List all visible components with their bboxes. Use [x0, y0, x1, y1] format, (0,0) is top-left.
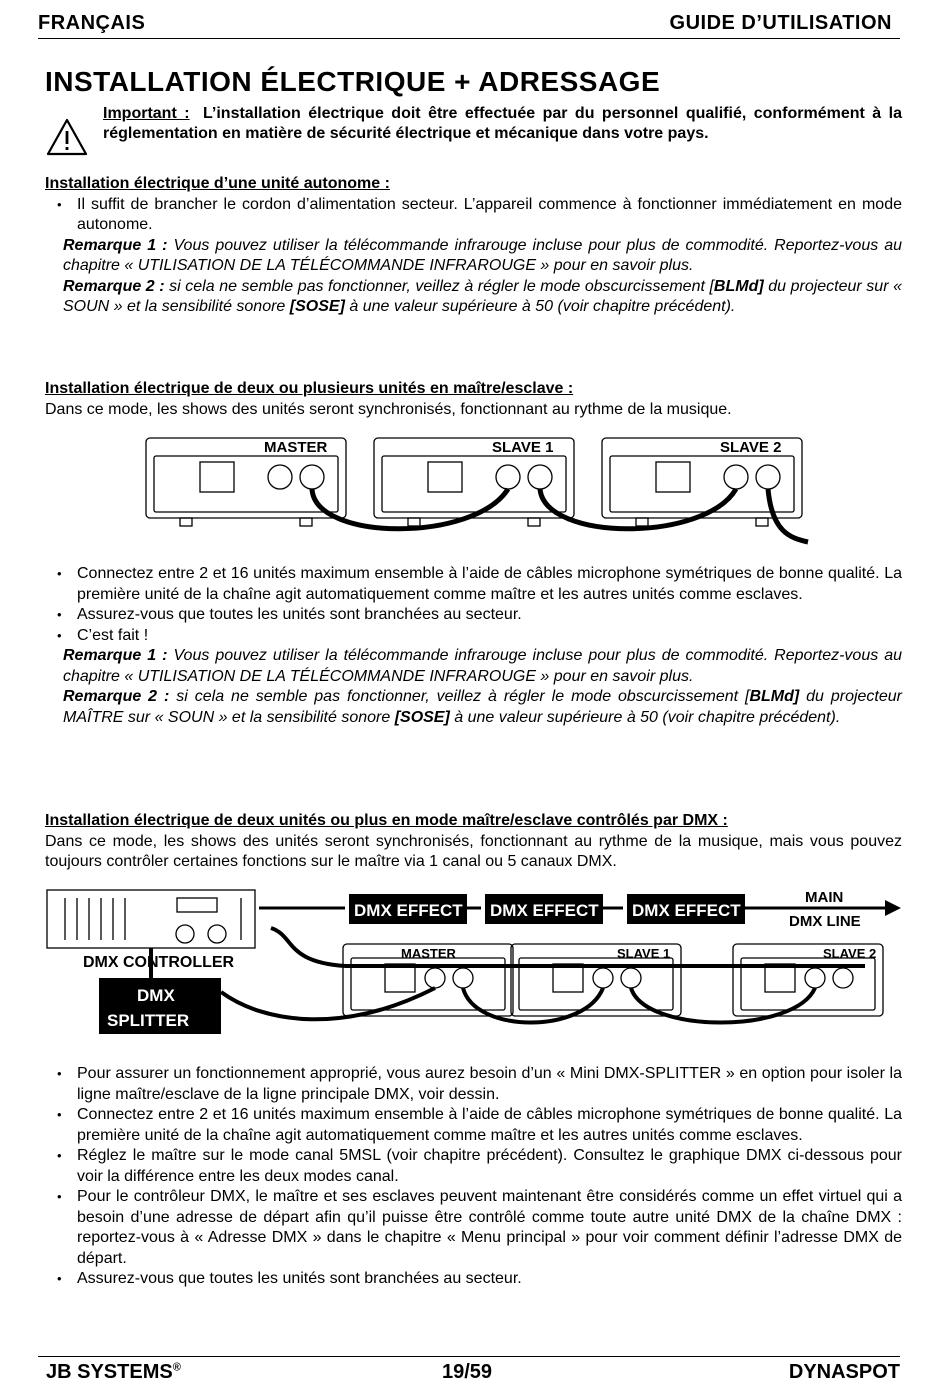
section2-intro: Dans ce mode, les shows des unités seront synchronisés, fonctionnant au rythme de la musique. — [45, 400, 732, 418]
remark-text: du projecteur MAÎTRE sur « SOUN » et la sensibilité sonore — [63, 688, 903, 726]
important-text: L’installation électrique doit être effectuée par du personnel qualifié, conformément à la réglementation en matière de sécurité électrique et mécanique dans votre pays. — [103, 105, 903, 142]
section1-remark2 — [45, 277, 902, 318]
dmx-effect-label: DMX EFFECT — [632, 901, 741, 920]
remark-code: BLMd] — [713, 277, 764, 295]
label-slave-1: SLAVE 1 — [492, 439, 554, 456]
section1-heading: Installation électrique d’une unité autonome : — [45, 175, 390, 192]
remark-code: [SOSE] — [289, 298, 345, 315]
xlr-cable — [221, 988, 435, 1019]
remark-text: Vous pouvez utiliser la télécommande infrarouge incluse pour plus de commodité. Reportez-vous au chapitre « UTILISATION DE LA TÉLÉCOMMANDE INFRAROUGE » pour en savoir plus. — [63, 647, 903, 685]
remark-text: si cela ne semble pas fonctionner, veillez à régler le mode obscurcissement [ — [169, 277, 714, 295]
dmx-effect-label: DMX EFFECT — [354, 901, 463, 920]
remark-label: Remarque 1 : — [63, 236, 168, 254]
remark-text: à une valeur supérieure à 50 (voir chapitre précédent). — [449, 708, 841, 726]
section3-body — [45, 1064, 902, 1290]
footer-product: DYNASPOT — [788, 1361, 900, 1383]
remark-text: du projecteur sur « SOUN » et la sensibilité sonore — [63, 277, 902, 315]
section2-remark1 — [45, 646, 902, 687]
remark-label: Remarque 2 : — [63, 277, 165, 295]
dmx-diagram — [45, 884, 905, 1040]
section-standalone — [45, 174, 902, 318]
label-slave-2: SLAVE 2 — [823, 946, 877, 961]
section2-bullet: • Assurez-vous que toutes les unités sont branchées au secteur. — [45, 605, 902, 626]
xlr-cable-1 — [312, 489, 508, 529]
label-slave-1: SLAVE 1 — [617, 946, 671, 961]
remark-text: Vous pouvez utiliser la télécommande infrarouge incluse pour plus de commodité. Reportez-vous au chapitre « UTILISATION DE LA TÉLÉCOMMANDE INFRAROUGE » pour en savoir plus. — [63, 236, 903, 274]
section3-bullet: • Assurez-vous que toutes les unités sont branchées au secteur. — [45, 1269, 902, 1290]
section2-body — [45, 564, 902, 728]
label-slave-2: SLAVE 2 — [720, 439, 782, 456]
page-number: 19/59 — [442, 1361, 493, 1383]
label-master: MASTER — [264, 439, 328, 456]
dmx-effect-label: DMX EFFECT — [490, 901, 599, 920]
xlr-cable — [463, 988, 603, 1023]
label-master: MASTER — [401, 946, 456, 961]
section3-bullet: • Réglez le maître sur le mode canal 5MSL (voir chapitre précédent). Consultez le graphique DMX ci-dessous pour voir la différence entre les deux modes canal. — [45, 1146, 902, 1187]
section2-heading: Installation électrique de deux ou plusieurs unités en maître/esclave : — [45, 380, 574, 397]
section3-bullet: • Pour assurer un fonctionnement approprié, vous aurez besoin d’un « Mini DMX-SPLITTER » en option pour isoler la ligne maître/esclave de la ligne principale DMX, voir dessin. — [45, 1064, 902, 1105]
footer-brand — [46, 1361, 181, 1384]
section2-remark2 — [45, 687, 902, 728]
section1-bullet: • Il suffit de brancher le cordon d’alimentation secteur. L’appareil commence à fonctionner immédiatement en mode autonome. — [45, 195, 902, 236]
remark-text: à une valeur supérieure à 50 (voir chapitre précédent). — [344, 298, 736, 315]
section2-bullet: • Connectez entre 2 et 16 unités maximum ensemble à l’aide de câbles microphone symétriques de bonne qualité. La première unité de la chaîne agit automatiquement comme maître et les autres unités comme esclaves. — [45, 564, 902, 605]
section3-bullet: • Pour le contrôleur DMX, le maître et ses esclaves peuvent maintenant être considérés comme un effet virtuel qui a besoin d’une adresse de départ afin qu’il puisse être contrôlé comme toute autre unité DMX de la chaîne DMX : reportez-vous à « Adresse DMX » dans le chapitre « Menu principal » pour voir comment définir l’adresse DMX de départ. — [45, 1187, 902, 1269]
section3-intro: Dans ce mode, les shows des unités seront synchronisés, fonctionnant au rythme de la musique, mais vous pouvez toujours contrôler certaines fonctions sur le maître via 1 canal ou 5 canaux DMX. — [45, 832, 902, 870]
section3-heading: Installation électrique de deux unités ou plus en mode maître/esclave contrôlés par DMX : — [45, 812, 728, 829]
warning-icon — [45, 117, 89, 157]
page-header — [38, 10, 900, 39]
splitter-label: SPLITTER — [107, 1011, 190, 1030]
dmx-controller-device — [47, 890, 255, 948]
important-label: Important : — [103, 105, 190, 122]
registered-mark: ® — [172, 1361, 181, 1374]
section-master-slave — [45, 379, 902, 420]
remark-text: si cela ne semble pas fonctionner, veillez à régler le mode obscurcissement [ — [176, 688, 750, 705]
section2-bullet: • C’est fait ! — [45, 626, 902, 647]
important-notice — [103, 104, 902, 144]
section1-remark1 — [45, 236, 902, 277]
header-language: FRANÇAIS — [38, 12, 146, 34]
dmx-splitter-box — [99, 978, 221, 1034]
page-footer — [38, 1356, 900, 1385]
page-title: INSTALLATION ÉLECTRIQUE + ADRESSAGE — [45, 66, 661, 97]
dmx-line-label: DMX LINE — [789, 913, 861, 930]
remark-label: Remarque 2 : — [63, 688, 170, 705]
section-dmx — [45, 811, 902, 873]
main-label: MAIN — [805, 889, 844, 906]
remark-label: Remarque 1 : — [63, 647, 168, 664]
brand-name: JB SYSTEMS — [46, 1361, 173, 1383]
section3-bullet: • Connectez entre 2 et 16 unités maximum ensemble à l’aide de câbles microphone symétriques de bonne qualité. La première unité de la chaîne agit automatiquement comme maître et les autres unités comme esclaves. — [45, 1105, 902, 1146]
splitter-label: DMX — [137, 986, 175, 1005]
master-slave-diagram — [140, 432, 810, 552]
xlr-cable — [631, 988, 815, 1023]
remark-code: BLMd] — [749, 688, 800, 705]
header-guide: GUIDE D’UTILISATION — [669, 12, 892, 34]
main-dmx-line — [271, 928, 345, 966]
xlr-cable-2 — [540, 489, 736, 529]
remark-code: [SOSE] — [394, 708, 450, 726]
dmx-controller-label: DMX CONTROLLER — [83, 954, 235, 971]
